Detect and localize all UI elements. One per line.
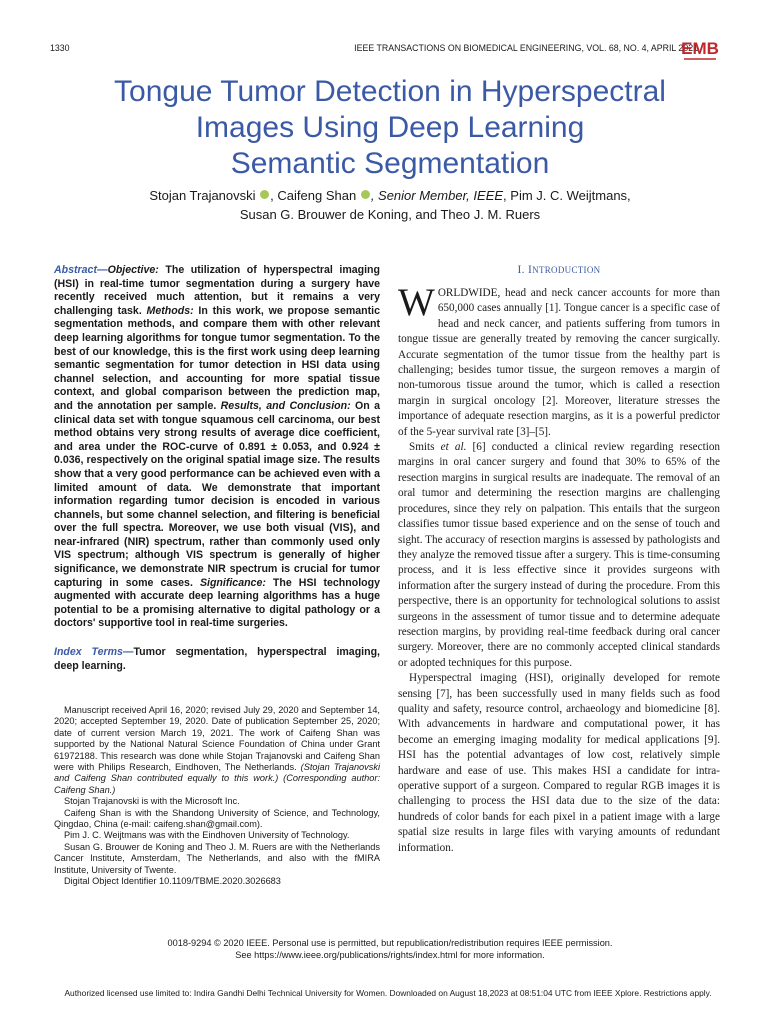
paragraph: Smits et al. [6] conducted a clinical review regarding resection margins in oral cancer surgery and found that 30% to 65% of the resection margins in surgical results are inadequate. The removal of an oral tumor and determining the resection margins are challenging procedures, since they rely on palpation. This entails that the surgeon classifies tumor tissue based experience and on the sense of touch and sight. The accuracy of resection margins is assessed by pathologists and they analyze the removed tissue after a surgery. This is time-consuming process, and it is less effective since it provides surgeons with information after the surgery instead of during the procedure. From this perspective, there is an opportunity for technological solutions to assist surgeons in the assessment of tumor tissue and to determine adequate resection margins, by providing real-time feedback during oral cancer surgery. Moreover, there are no commonly accepted clinical standards or adopted techniques for this purpose. [398, 441, 721, 669]
paper-title [60, 74, 720, 182]
author-role: , Senior Member, IEEE [370, 188, 504, 203]
significance-label: Significance: [199, 576, 266, 589]
title-line: Tongue Tumor Detection in Hyperspectral [114, 75, 666, 108]
title-line: Semantic Segmentation [230, 147, 550, 180]
title-line: Images Using Deep Learning [195, 111, 585, 144]
footnote-paragraph: Susan G. Brouwer de Koning and Theo J. M. Ruers are with the Netherlands Cancer Institute, Amsterdam, The Netherlands, and also with the fMIRA Institute, University of Twente. [54, 841, 380, 875]
paragraph: Hyperspectral imaging (HSI), originally developed for remote sensing [7], has been successfully used in many fields such as food quality and safety, resource control, archaeology and biomedicine [8]. With advancements in hardware and computational power, it has become an emerging imaging modality for medical applications [9]. HSI has the potential advantages of low cost, relatively simple hardware and ease of use. This makes HSI a candidate for intra-operative support of a surgeon. Compared to regular RGB images it is challenging to process the HSI data due to the size of the data: hundreds of color bands for each pixel in a patient image with a large spatial size results in large files with varying amounts of redundant information. [398, 672, 720, 854]
footnote-paragraph: Pim J. C. Weijtmans was with the Eindhoven University of Technology. [64, 830, 350, 841]
footnote-paragraph: Caifeng Shan is with the Shandong University of Science, and Technology, Qingdao, China (e-mail: caifeng.shan@gmail.com). [54, 807, 380, 830]
footnotes [54, 705, 380, 888]
footnote-paragraph: Digital Object Identifier 10.1109/TBME.2020.3026683 [64, 876, 281, 887]
methods-label: Methods: [146, 304, 194, 317]
index-terms: Index Terms—Tumor segmentation, hyperspectral imaging, deep learning. [54, 646, 380, 672]
abstract-label: Abstract [54, 264, 97, 276]
orcid-icon[interactable] [260, 190, 269, 199]
author-name: , Pim J. C. Weijtmans, [503, 188, 631, 203]
author-name: , Caifeng Shan [270, 188, 357, 203]
running-header [50, 43, 698, 57]
journal-info: IEEE TRANSACTIONS ON BIOMEDICAL ENGINEERING, VOL. 68, NO. 4, APRIL 2021 [354, 43, 698, 53]
section-heading: I. INTRODUCTION [517, 264, 601, 276]
results-label: Results, and Conclusion: [220, 399, 351, 412]
abstract-text: In this work, we propose semantic segmentation methods, and compare them with other relevant deep learning algorithms for tongue tumor segmentation. To the best of our knowledge, this is the first work using deep learning semantic segmentation for tumor detection in HSI data using channel selection, and accounting for more spatial tissue context, and global comparison between the prediction map, and the annotation per sample. [54, 304, 380, 412]
copyright-notice [60, 938, 720, 961]
abstract: Abstract—Objective: The utilization of hyperspectral imaging (HSI) in real-time tumor segmentation during a surgery have recently received much attention, but it remains a very challenging task. Methods: In this work, we propose semantic segmentation methods, and compare them with other relevant deep learning algorithms for tongue tumor segmentation. To the best of our knowledge, this is the first work using deep learning semantic segmentation for tumor detection in HSI data using channel selection, and accounting for more spatial tissue context, and global comparison between the prediction map, and the annotation per sample. Results, and Conclusion: On a clinical data set with tongue squamous cell carcinoma, our best method obtains very strong results of average dice coefficient, and area under the ROC-curve of 0.891 ± 0.053, and 0.924 ± 0.036, respectively on the original spatial image size. The results show that a very good performance can be achieved even with a limited amount of data. We demonstrate that important information regarding tumor decision is encoded in various channels, but some channel selection, and filtering is beneficial over the full spectra. Moreover, we use both visual (VIS), and near-infrared (NIR) spectrum, rather than commonly used only VIS spectrum; although VIS spectrum is generally of higher significance, we demonstrate NIR spectrum is crucial for tumor capturing in some cases. Significance: The HSI technology augmented with accurate deep learning algorithms has a huge potential to be a promising alternative to digital pathology or a doctors' supportive tool in real-time surgeries. [54, 264, 381, 630]
author-line: Susan G. Brouwer de Koning, and Theo J. M. Ruers [239, 207, 541, 222]
index-terms-text: Tumor segmentation, hyperspectral imaging, deep learning. [54, 646, 380, 672]
introduction-body [398, 281, 721, 856]
abstract-text: The HSI technology augmented with accurate deep learning algorithms has a huge potential to be a promising alternative to digital pathology or a doctors' supportive tool in real-time surgeries. [54, 576, 381, 630]
index-terms-label: Index Terms [54, 646, 123, 658]
objective-label: Objective: [107, 264, 159, 276]
footnote-italic: (Stojan Trajanovski and Caifeng Shan contributed equally to this work.) (Corresponding author: Caifeng Shan.) [54, 762, 380, 795]
license-notice: Authorized licensed use limited to: Indira Gandhi Delhi Technical University for Women. Downloaded on August 18,2023 at 08:51:04 UTC from IEEE Xplore. Restrictions apply. [64, 988, 712, 998]
paragraph: WORLDWIDE, head and neck cancer accounts for more than 650,000 cases annually [1]. Tongue cancer is a specific case of head and neck cancer, and patients suffering from tumors in tongue tissue are generally treated by removing the cancer surgically. Accurate segmentation of the tumor tissue from the healthy part is challenging; besides tumor tissue, the surgeon removes a margin of non-tumorous tissue around the tumor, which is called a resection margin in surgical oncology [2]. Moreover, literature stresses the importance of adequate resection margins, as it is a powerful predictor of the 5-year survival rate [3]–[5]. [398, 281, 720, 438]
drop-cap: W [398, 281, 435, 324]
abstract-text: The utilization of hyperspectral imaging (HSI) in real-time tumor segmentation during a surgery have recently received much attention, but it remains a very challenging task. [54, 264, 380, 317]
copyright-line: See https://www.ieee.org/publications/rights/index.html for more information. [235, 949, 545, 960]
emb-logo-text: EMB [681, 39, 719, 58]
page-number: 1330 [50, 43, 70, 53]
copyright-line: 0018-9294 © 2020 IEEE. Personal use is permitted, but republication/redistribution requires IEEE permission. [167, 938, 613, 948]
author-line [60, 186, 720, 205]
author-name: Stojan Trajanovski [149, 188, 256, 203]
footnote-paragraph: Manuscript received April 16, 2020; revised July 29, 2020 and September 14, 2020; accepted September 19, 2020. Date of publication September 25, 2020; date of current version March 19, 2021. The work of Caifeng Shan was supported by the National Natural Science Foundation of China under Grant 61972188. This research was done while Stojan Trajanovski and Caifeng Shan were with Philips Research, Eindhoven, The Netherlands. (Stojan Trajanovski and Caifeng Shan contributed equally to this work.) (Corresponding author: Caifeng Shan.) [54, 705, 380, 795]
footnote-paragraph: Stojan Trajanovski is with the Microsoft Inc. [64, 796, 240, 807]
author-list [60, 186, 720, 224]
abstract-text: On a clinical data set with tongue squamous cell carcinoma, our best method obtains very strong results of average dice coefficient, and area under the ROC-curve of 0.891 ± 0.053, and 0.924 ± 0.036, respectively on the original spatial image size. The results show that a very good performance can be achieved even with a limited amount of data. We demonstrate that important information regarding tumor decision is encoded in various channels, but some channel selection, and filtering is beneficial over the full spectra. Moreover, we use both visual (VIS), and near-infrared (NIR) spectrum, rather than commonly used only VIS spectrum; although VIS spectrum is generally of higher significance, we demonstrate NIR spectrum is crucial for tumor capturing in some cases. [54, 399, 380, 589]
emb-logo [680, 38, 720, 64]
orcid-icon[interactable] [361, 190, 370, 199]
